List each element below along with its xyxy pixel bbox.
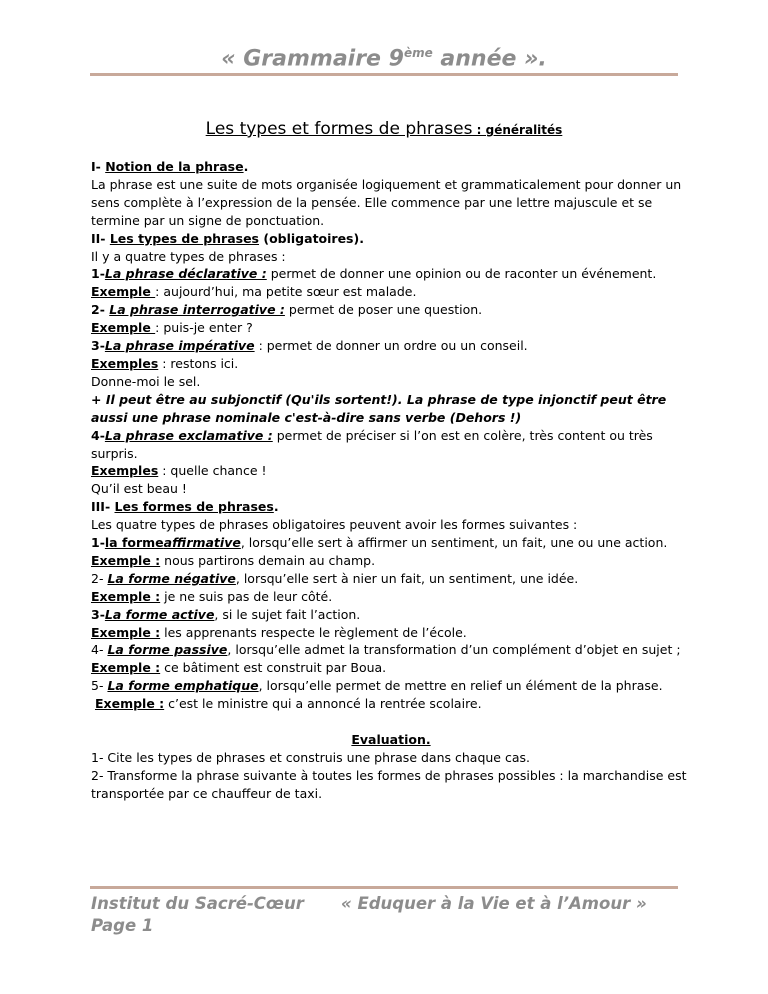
header-divider [90, 73, 678, 76]
document-title-main: Les types et formes de phrases [205, 119, 473, 139]
type-declarative: 1-La phrase déclarative : permet de donner une opinion ou de raconter un événement. [91, 266, 657, 282]
page-header-title [0, 46, 768, 71]
type-declarative-example: Exemple : aujourd’hui, ma petite sœur est malade. [91, 284, 417, 300]
type-interrogative: 2- La phrase interrogative : permet de poser une question. [91, 302, 483, 318]
type-exclamative-example-2: Qu’il est beau ! [91, 481, 187, 497]
header-title-superscript: ème [403, 46, 433, 60]
section-1-text: La phrase est une suite de mots organisée logiquement et grammaticalement pour donner un sens complète à l’expression de la pensée. Elle commence par une lettre majuscule et se termine par un signe de ponctuation. [91, 176, 682, 228]
form-passive-example: Exemple : ce bâtiment est construit par Boua. [91, 660, 387, 676]
type-imperative: 3-La phrase impérative : permet de donner un ordre ou un conseil. [91, 338, 528, 354]
header-title-text: « Grammaire 9 [221, 46, 404, 72]
type-exclamative-example: Exemples : quelle chance ! [91, 463, 267, 479]
form-emphatic: 5- La forme emphatique, lorsqu’elle permet de mettre en relief un élément de la phrase. [91, 678, 663, 694]
section-3-intro: Les quatre types de phrases obligatoires peuvent avoir les formes suivantes : [91, 517, 578, 533]
type-imperative-example-2: Donne-moi le sel. [91, 373, 201, 389]
document-body [91, 158, 691, 803]
footer-motto: « Eduquer à la Vie et à l’Amour » [341, 894, 647, 913]
form-affirmative: 1-la formeaffirmative, lorsqu’elle sert à affirmer un sentiment, un fait, une ou une action. [91, 535, 668, 551]
evaluation-title: Evaluation. [351, 732, 431, 748]
page-footer [91, 893, 691, 937]
form-negative: 2- La forme négative, lorsqu’elle sert à nier un fait, un sentiment, une idée. [91, 570, 579, 586]
footer-page-number: Page 1 [91, 916, 154, 935]
document-title-subtitle: : généralités [472, 123, 563, 137]
footer-institute: Institut du Sacré-Cœur [91, 894, 304, 913]
document-title [0, 119, 768, 139]
form-passive: 4- La forme passive, lorsqu’elle admet la transformation d’un complément d’objet en sujet ; [91, 642, 681, 658]
section-2-heading: II- Les types de phrases (obligatoires). [91, 230, 364, 246]
form-affirmative-example: Exemple : nous partirons demain au champ. [91, 552, 376, 568]
section-2-intro: Il y a quatre types de phrases : [91, 248, 286, 264]
form-negative-example: Exemple : je ne suis pas de leur côté. [91, 588, 333, 604]
form-active-example: Exemple : les apprenants respecte le règlement de l’école. [91, 624, 467, 640]
injunctive-note: + Il peut être au subjonctif (Qu'ils sortent!). La phrase de type injonctif peut être aussi une phrase nominale c'est-à-dire sans verbe (Dehors !) [91, 391, 667, 425]
header-title-end: année ». [432, 46, 547, 72]
evaluation-question-1: 1- Cite les types de phrases et construis une phrase dans chaque cas. [91, 750, 530, 765]
evaluation-question-2: 2- Transforme la phrase suivante à toutes les formes de phrases possibles : la marchandise est transportée par ce chauffeur de taxi. [91, 767, 687, 801]
section-1-heading: I- Notion de la phrase. [91, 159, 249, 174]
type-interrogative-example: Exemple : puis-je enter ? [91, 320, 253, 336]
footer-divider [90, 886, 678, 889]
form-active: 3-La forme active, si le sujet fait l’action. [91, 606, 361, 622]
form-emphatic-example: Exemple : c’est le ministre qui a annoncé la rentrée scolaire. [94, 696, 482, 712]
section-3-heading: III- Les formes de phrases. [91, 499, 279, 515]
type-imperative-example: Exemples : restons ici. [91, 355, 239, 371]
type-exclamative: 4-La phrase exclamative : permet de préciser si l’on est en colère, très content ou très surpris. [91, 427, 653, 461]
